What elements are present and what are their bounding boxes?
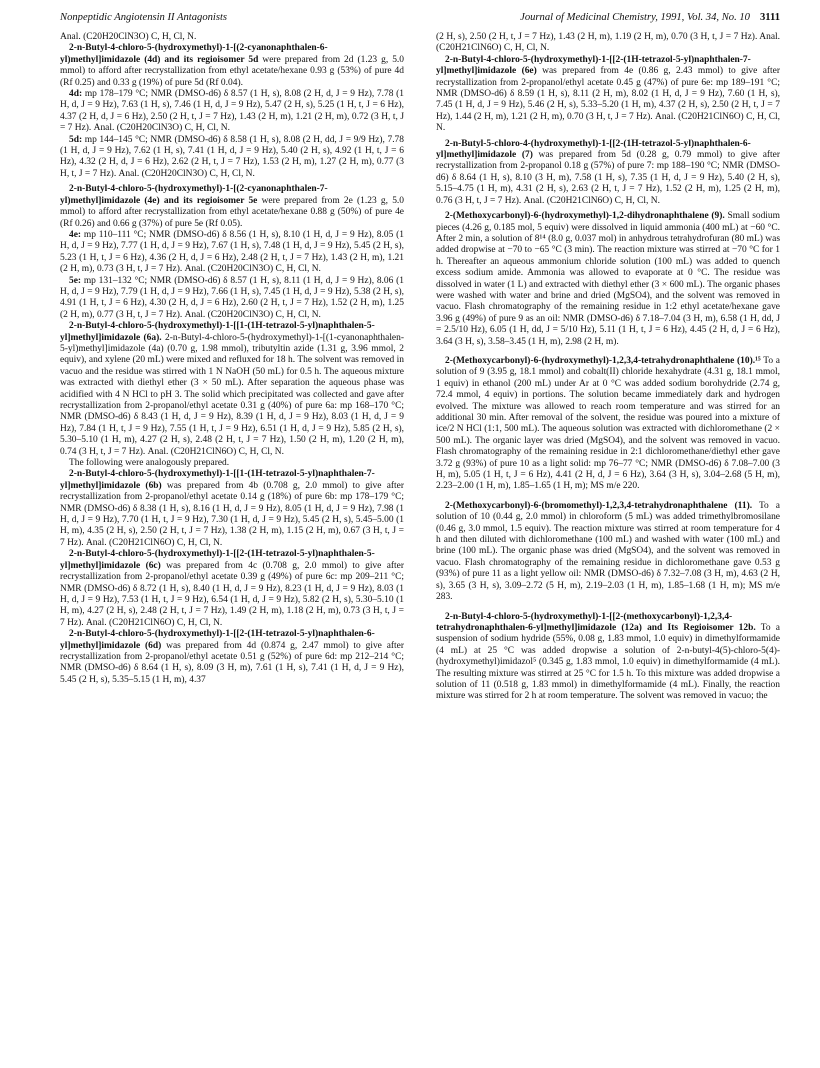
journal-citation: Journal of Medicinal Chemistry, 1991, Vol. 34, No. 10 — [520, 12, 750, 23]
paragraph: 2-n-Butyl-4-chloro-5-(hydroxymethyl)-1-[(2-cyanonaphthalen-7-yl)methyl]imidazole (4e) and its regioisomer 5e were prepared from 2e (1.23 g, 5.0 mmol) to afford after recrystallization from ethyl acetate/hexane 0.88 g (50%) of pure 4e (Rf 0.26) and 0.66 g (37%) of pure 5e (Rf 0.05). — [60, 184, 404, 229]
compound-title: 2-n-Butyl-4-chloro-5-(hydroxymethyl)-1-[[2-(1H-tetrazol-5-yl)naphthalen-5-yl]methyl]imidazole (6c) — [60, 549, 375, 571]
paragraph: 2-n-Butyl-4-chloro-5-(hydroxymethyl)-1-[[1-(1H-tetrazol-5-yl)naphthalen-7-yl]methyl]imidazole (6b) was prepared from 4b (0.708 g, 2.0 mmol) to give after recrystallization from 2-propanol/ethyl acetate 0.14 g (18%) of pure 6b: mp 178–179 °C; NMR (DMSO-d6) δ 8.38 (1 H, s), 8.16 (1 H, d, J = 9 Hz), 8.05 (1 H, d, J = 9 Hz), 7.98 (1 H, d, J = 9 Hz), 7.70 (1 H, t, J = 9 Hz), 7.30 (1 H, d, J = 9 Hz), 5.45 (2 H, s), 5.45–5.00 (1 H, m), 4.35 (2 H, s), 2.50 (2 H, t, J = 7 Hz), 1.38 (2 H, m), 1.15 (2 H, m), 0.67 (3 H, t, J = 7 Hz). Anal. (C20H21ClN6O) C, H, Cl, N. — [60, 469, 404, 548]
paragraph: 2-n-Butyl-4-chloro-5-(hydroxymethyl)-1-[[2-(methoxycarbonyl)-1,2,3,4-tetrahydronaphthalen-6-yl]methyl]imidazole (12a) and Its Regioisomer 12b. To a suspension of sodium hydride (55%, 0.08 g, 1.83 mmol, 1.0 equiv) in dimethylformamide (4 mL) at 25 °C was added dropwise a solution of 2-n-butyl-4(5)-chloro-5(4)-(hydroxymethyl)imidazol⁵ (0.345 g, 1.83 mmol, 1.0 equiv) in dimethylformamide (4 mL). The resulting mixture was stirred at 25 °C for 1.5 h. To this mixture was added dropwise a solution of 11 (0.518 g, 1.83 mmol) in dimethylformamide (4 mL). Finally, the reaction mixture was stirred for 2 h at room temperature. The solvent was removed in vacuo; the — [436, 611, 780, 702]
right-column — [436, 32, 780, 703]
two-column-body — [60, 32, 780, 703]
compound-title: 2-n-Butyl-4-chloro-5-(hydroxymethyl)-1-[(2-cyanonaphthalen-6-yl)methyl]imidazole (4d) and its regioisomer 5d — [60, 43, 328, 65]
paragraph: 5d: mp 144–145 °C; NMR (DMSO-d6) δ 8.58 (1 H, s), 8.08 (2 H, dd, J = 9/9 Hz), 7.78 (1 H, d, J = 9 Hz), 7.62 (1 H, s), 7.41 (1 H, d, J = 9 Hz), 5.40 (2 H, s), 4.92 (1 H, t, J = 6 Hz), 4.32 (2 H, d, J = 6 Hz), 2.62 (2 H, t, J = 7 Hz), 1.53 (2 H, m), 1.27 (2 H, m), 0.77 (3 H, t, J = 7 Hz). Anal. (C20H20ClN3O) C, H, Cl, N. — [60, 134, 404, 179]
paragraph: 2-n-Butyl-4-chloro-5-(hydroxymethyl)-1-[(2-cyanonaphthalen-6-yl)methyl]imidazole (4d) and its regioisomer 5d were prepared from 2d (1.23 g, 5.0 mmol) to afford after recrystallization from ethyl acetate/hexane 0.93 g (53%) of pure 4d (Rf 0.25) and 0.33 g (19%) of pure 5d (Rf 0.04). — [60, 43, 404, 88]
paragraph: Anal. (C20H20ClN3O) C, H, Cl, N. — [60, 32, 197, 42]
paragraph: 2-n-Butyl-4-chloro-5-(hydroxymethyl)-1-[[2-(1H-tetrazol-5-yl)naphthalen-5-yl]methyl]imidazole (6c) was prepared from 4c (0.708 g, 2.0 mmol) to give after recrystallization from 2-propanol/ethyl acetate 0.39 g (49%) of pure 6c: mp 209–211 °C; NMR (DMSO-d6) δ 8.72 (1 H, s), 8.40 (1 H, d, J = 9 Hz), 8.23 (1 H, d, J = 9 Hz), 8.03 (1 H, d, J = 9 Hz), 7.53 (1 H, t, J = 9 Hz), 6.54 (1 H, d, J = 9 Hz), 5.82 (2 H, s), 5.30–5.10 (1 H, m), 4.27 (2 H, s), 2.48 (2 H, t, J = 7 Hz), 1.49 (2 H, m), 1.18 (2 H, m), 0.73 (3 H, t, J = 7 Hz). Anal. (C20H21ClN6O) C, H, Cl, N. — [60, 549, 404, 628]
paragraph: (2 H, s), 2.50 (2 H, t, J = 7 Hz), 1.43 (2 H, m), 1.19 (2 H, m), 0.70 (3 H, t, J = 7 Hz). Anal. (C20H21ClN6O) C, H, Cl, N. — [436, 32, 780, 54]
paragraph: 2-n-Butyl-4-chloro-5-(hydroxymethyl)-1-[[2-(1H-tetrazol-5-yl)naphthalen-6-yl]methyl]imidazole (6d) was prepared from 4d (0.874 g, 2.47 mmol) to give after recrystallization from 2-propanol/ethyl acetate 0.51 g (52%) of pure 6d: mp 212–214 °C; NMR (DMSO-d6) δ 8.64 (1 H, s), 8.09 (3 H, m), 7.61 (1 H, s), 7.41 (1 H, d, J = 9 Hz), 5.45 (2 H, s), 5.35–5.15 (1 H, m), 4.37 — [60, 629, 404, 685]
paragraph: 4e: mp 110–111 °C; NMR (DMSO-d6) δ 8.56 (1 H, s), 8.10 (1 H, d, J = 9 Hz), 8.05 (1 H, d, J = 9 Hz), 7.77 (1 H, d, J = 9 Hz), 7.67 (1 H, s), 7.48 (1 H, d, J = 9 Hz), 5.45 (2 H, s), 5.23 (1 H, t, J = 6 Hz), 4.36 (2 H, d, J = 6 Hz), 2.48 (2 H, t, J = 7 Hz), 1.43 (2 H, m), 1.21 (2 H, m), 0.73 (3 H, t, J = 7 Hz). Anal. (C20H20ClN3O) C, H, Cl, N. — [60, 229, 404, 275]
running-head-left: Nonpeptidic Angiotensin II Antagonists — [60, 12, 228, 23]
left-column — [60, 32, 404, 703]
paragraph: 5e: mp 131–132 °C; NMR (DMSO-d6) δ 8.57 (1 H, s), 8.11 (1 H, d, J = 9 Hz), 8.06 (1 H, d, J = 9 Hz), 7.79 (1 H, d, J = 9 Hz), 7.66 (1 H, s), 7.45 (1 H, d, J = 9 Hz), 5.38 (2 H, s), 4.91 (1 H, t, J = 6 Hz), 4.30 (2 H, d, J = 6 Hz), 2.60 (2 H, t, J = 7 Hz), 1.52 (2 H, m), 1.25 (2 H, m), 0.77 (3 H, t, J = 7 Hz). Anal. (C20H20ClN3O) C, H, Cl, N. — [60, 275, 404, 320]
paragraph: 2-(Methoxycarbonyl)-6-(hydroxymethyl)-1,2,3,4-tetrahydronaphthalene (10).¹⁵ To a solution of 9 (3.95 g, 18.1 mmol) and cobalt(II) chloride hexahydrate (4.31 g, 18.1 mmol, 1 equiv) in ethanol (200 mL) under Ar at 0 °C was added sodium borohydride (2.74 g, 72.4 mmol, 4 equiv) in portions. The solution became immediately dark and hydrogen evolved. The mixture was allowed to reach room temperature and was stirred for an additional 30 min. After removal of the solvent, the residue was poured into a mixture of ice/2 N HCl (1:1, 500 mL). The aqueous solution was extracted with dichloromethane (2 × 500 mL). The organic layer was dried (MgSO4), and the solvent was removed in vacuo. Flash chromatography of the remaining residue in 2:1 dichloromethane/diethyl ether gave 3.72 g (93%) of pure 10 as a light solid: mp 76–77 °C; NMR (DMSO-d6) δ 7.08–7.00 (3 H, m), 5.05 (1 H, t, J = 6 Hz), 4.41 (2 H, d, J = 6 Hz), 3.64 (3 H, s), 3.04–2.68 (5 H, m), 2.23–2.00 (1 H, m), 1.85–1.65 (1 H, m); MS m/e 220. — [436, 355, 780, 492]
paragraph: 2-n-Butyl-4-chloro-5-(hydroxymethyl)-1-[[1-(1H-tetrazol-5-yl)naphthalen-5-yl]methyl]imidazole (6a). 2-n-Butyl-4-chloro-5-(hydroxymethyl)-1-[(1-cyanonaphthalen-5-yl)methyl]imidazole (4a) (0.70 g, 1.98 mmol), tributyltin azide (1.31 g, 3.96 mmol, 2 equiv), and xylene (20 mL) were mixed and refluxed for 18 h. The solvent was removed in vacuo and the residue was stirred with 1 N NaOH (50 mL) for 0.5 h. The aqueous mixture was extracted with diethyl ether (3 × 50 mL). After separation the aqueous phase was acidified with 4 N HCl to pH 3. The solid which precipitated was collected and gave after recrystallization from 2-propanol/ethyl acetate 0.31 g (40%) of pure 6a: mp 168–170 °C; NMR (DMSO-d6) δ 8.43 (1 H, d, J = 9 Hz), 8.39 (1 H, d, J = 9 Hz), 8.03 (1 H, d, J = 9 Hz), 7.84 (1 H, t, J = 9 Hz), 7.55 (1 H, t, J = 9 Hz), 6.51 (1 H, d, J = 9 Hz), 5.85 (2 H, s), 5.30–5.10 (1 H, m), 4.27 (2 H, s), 2.48 (2 H, t, J = 7 Hz), 1.50 (2 H, m), 1.20 (2 H, m), 0.74 (3 H, t, J = 7 Hz). Anal. (C20H21ClN6O) C, H, Cl, N. — [60, 321, 404, 457]
paragraph: 2-(Methoxycarbonyl)-6-(hydroxymethyl)-1,2-dihydronaphthalene (9). Small sodium pieces (4.26 g, 0.185 mol, 5 equiv) were dissolved in liquid ammonia (400 mL) at −60 °C. After 2 min, a solution of 8¹⁴ (8.0 g, 0.037 mol) in anhydrous tetrahydrofuran (80 mL) was added dropwise at −70 to −65 °C (3 min). The reaction mixture was stirred at −70 °C for 1 h. Thereafter an aqueous ammonium chloride solution (100 mL) was added to quench excess sodium amide. Ammonia was allowed to evaporate at 0 °C. The residue was dissolved in water (1 L) and extracted with diethyl ether (3 × 600 mL). The organic phases were washed with water and brine and dried (MgSO4), and the solvent was removed in vacuo. Flash chromatography of the remaining residue in 1:2 ethyl acetate/hexane gave 3.96 g (49%) of pure 9 as an oil: NMR (DMSO-d6) δ 7.18–7.04 (3 H, m), 6.58 (1 H, dd, J = 2.5/10 Hz), 6.05 (1 H, dd, J = 5/10 Hz), 5.11 (1 H, t, J = 6 Hz), 4.45 (2 H, d, J = 6 Hz), 3.64 (3 H, s), 3.58–3.45 (1 H, m), 2.98 (2 H, m). — [436, 211, 780, 347]
paragraph: 2-n-Butyl-4-chloro-5-(hydroxymethyl)-1-[[2-(1H-tetrazol-5-yl)naphthalen-7-yl]methyl]imidazole (6e) was prepared from 4e (0.86 g, 2.43 mmol) to give after recrystallization from 2-propanol/ethyl acetate 0.45 g (47%) of pure 6e: mp 189–191 °C; NMR (DMSO-d6) δ 8.59 (1 H, s), 8.11 (2 H, m), 8.02 (1 H, d, J = 9 Hz), 7.60 (1 H, s), 7.45 (1 H, d, J = 9 Hz), 5.46 (2 H, s), 5.33–5.20 (1 H, m), 4.37 (2 H, s), 2.50 (2 H, t, J = 7 Hz), 1.44 (2 H, m), 1.21 (2 H, m), 0.70 (3 H, t, J = 7 Hz). Anal. (C20H21ClN6O) C, H, Cl, N. — [436, 54, 780, 134]
compound-label: 5d: — [69, 134, 83, 145]
running-head — [60, 12, 780, 28]
paragraph: 2-n-Butyl-5-chloro-4-(hydroxymethyl)-1-[[2-(1H-tetrazol-5-yl)naphthalen-6-yl]methyl]imidazole (7) was prepared from 5d (0.28 g, 0.79 mmol) to give after recrystallization from 2-propanol 0.18 g (57%) of pure 7: mp 188–190 °C; NMR (DMSO-d6) δ 8.64 (1 H, s), 8.10 (3 H, m), 7.58 (1 H, s), 7.35 (1 H, d, J = 9 Hz), 5.40 (2 H, s), 5.15–4.75 (1 H, m), 4.31 (2 H, s), 2.63 (2 H, t, J = 7 Hz), 1.52 (2 H, m), 1.25 (2 H, m), 0.76 (3 H, t, J = 7 Hz). Anal. (C20H21ClN6O) C, H, Cl, N. — [436, 138, 780, 206]
compound-title: 2-n-Butyl-4-chloro-5-(hydroxymethyl)-1-[[2-(1H-tetrazol-5-yl)naphthalen-6-yl]methyl]imidazole (6d) — [60, 629, 375, 651]
compound-label: 4e: — [69, 229, 82, 240]
paragraph: 4d: mp 178–179 °C; NMR (DMSO-d6) δ 8.57 (1 H, s), 8.08 (2 H, d, J = 9 Hz), 7.78 (1 H, d, J = 9 Hz), 7.63 (1 H, s), 7.46 (1 H, d, J = 9 Hz), 5.47 (2 H, s), 5.25 (1 H, t, J = 6 Hz), 4.37 (2 H, d, J = 6 Hz), 2.50 (2 H, t, J = 7 Hz), 1.43 (2 H, m), 1.21 (2 H, m), 0.72 (3 H, t, J = 7 Hz). Anal. (C20H20ClN3O) C, H, Cl, N. — [60, 89, 404, 134]
compound-title: 2-n-Butyl-4-chloro-5-(hydroxymethyl)-1-[[2-(methoxycarbonyl)-1,2,3,4-tetrahydronaphthalen-6-yl]methyl]imidazole (12a) and Its Regioisomer 12b. — [436, 611, 756, 633]
compound-title: 2-n-Butyl-5-chloro-4-(hydroxymethyl)-1-[[2-(1H-tetrazol-5-yl)naphthalen-6-yl]methyl]imidazole (7) — [436, 138, 751, 161]
page-number: 3111 — [759, 12, 780, 23]
paragraph: 2-(Methoxycarbonyl)-6-(bromomethyl)-1,2,3,4-tetrahydronaphthalene (11). To a solution of 10 (0.44 g, 2.0 mmol) in chloroform (5 mL) was added trimethylbromosilane (0.46 g, 3.0 mmol, 1.5 equiv). The reaction mixture was stirred at room temperature for 4 h and then diluted with dichloromethane (100 mL) and washed with water (100 mL) and brine (100 mL). The organic phase was dried (MgSO4), and the solvent was removed in vacuo. Flash chromatography of the remaining residue in dichloromethane gave 0.53 g (93%) of pure 11 as a light yellow oil: NMR (DMSO-d6) δ 7.32–7.08 (3 H, m), 4.63 (2 H, s), 3.65 (3 H, s), 3.09–2.72 (5 H, m), 2.19–2.03 (1 H, m), 1.85–1.68 (1 H, m); MS m/e 283. — [436, 500, 780, 603]
paragraph: The following were analogously prepared. — [69, 458, 230, 469]
compound-label: 5e: — [69, 275, 82, 286]
running-head-right — [520, 12, 780, 24]
compound-label: 4d: — [69, 89, 83, 100]
compound-title: 2-n-Butyl-4-chloro-5-(hydroxymethyl)-1-[[1-(1H-tetrazol-5-yl)naphthalen-7-yl]methyl]imidazole (6b) — [60, 469, 375, 491]
compound-title: 2-n-Butyl-4-chloro-5-(hydroxymethyl)-1-[[1-(1H-tetrazol-5-yl)naphthalen-5-yl]methyl]imidazole (6a). — [60, 321, 375, 343]
compound-title: 2-(Methoxycarbonyl)-6-(hydroxymethyl)-1,2-dihydronaphthalene (9). — [445, 211, 725, 222]
compound-title: 2-(Methoxycarbonyl)-6-(hydroxymethyl)-1,2,3,4-tetrahydronaphthalene (10).¹⁵ — [445, 355, 761, 366]
compound-title: 2-n-Butyl-4-chloro-5-(hydroxymethyl)-1-[(2-cyanonaphthalen-7-yl)methyl]imidazole (4e) and its regioisomer 5e — [60, 184, 328, 206]
compound-title: 2-(Methoxycarbonyl)-6-(bromomethyl)-1,2,3,4-tetrahydronaphthalene (11). — [445, 500, 753, 511]
compound-title: 2-n-Butyl-4-chloro-5-(hydroxymethyl)-1-[[2-(1H-tetrazol-5-yl)naphthalen-7-yl]methyl]imidazole (6e) — [436, 54, 751, 77]
